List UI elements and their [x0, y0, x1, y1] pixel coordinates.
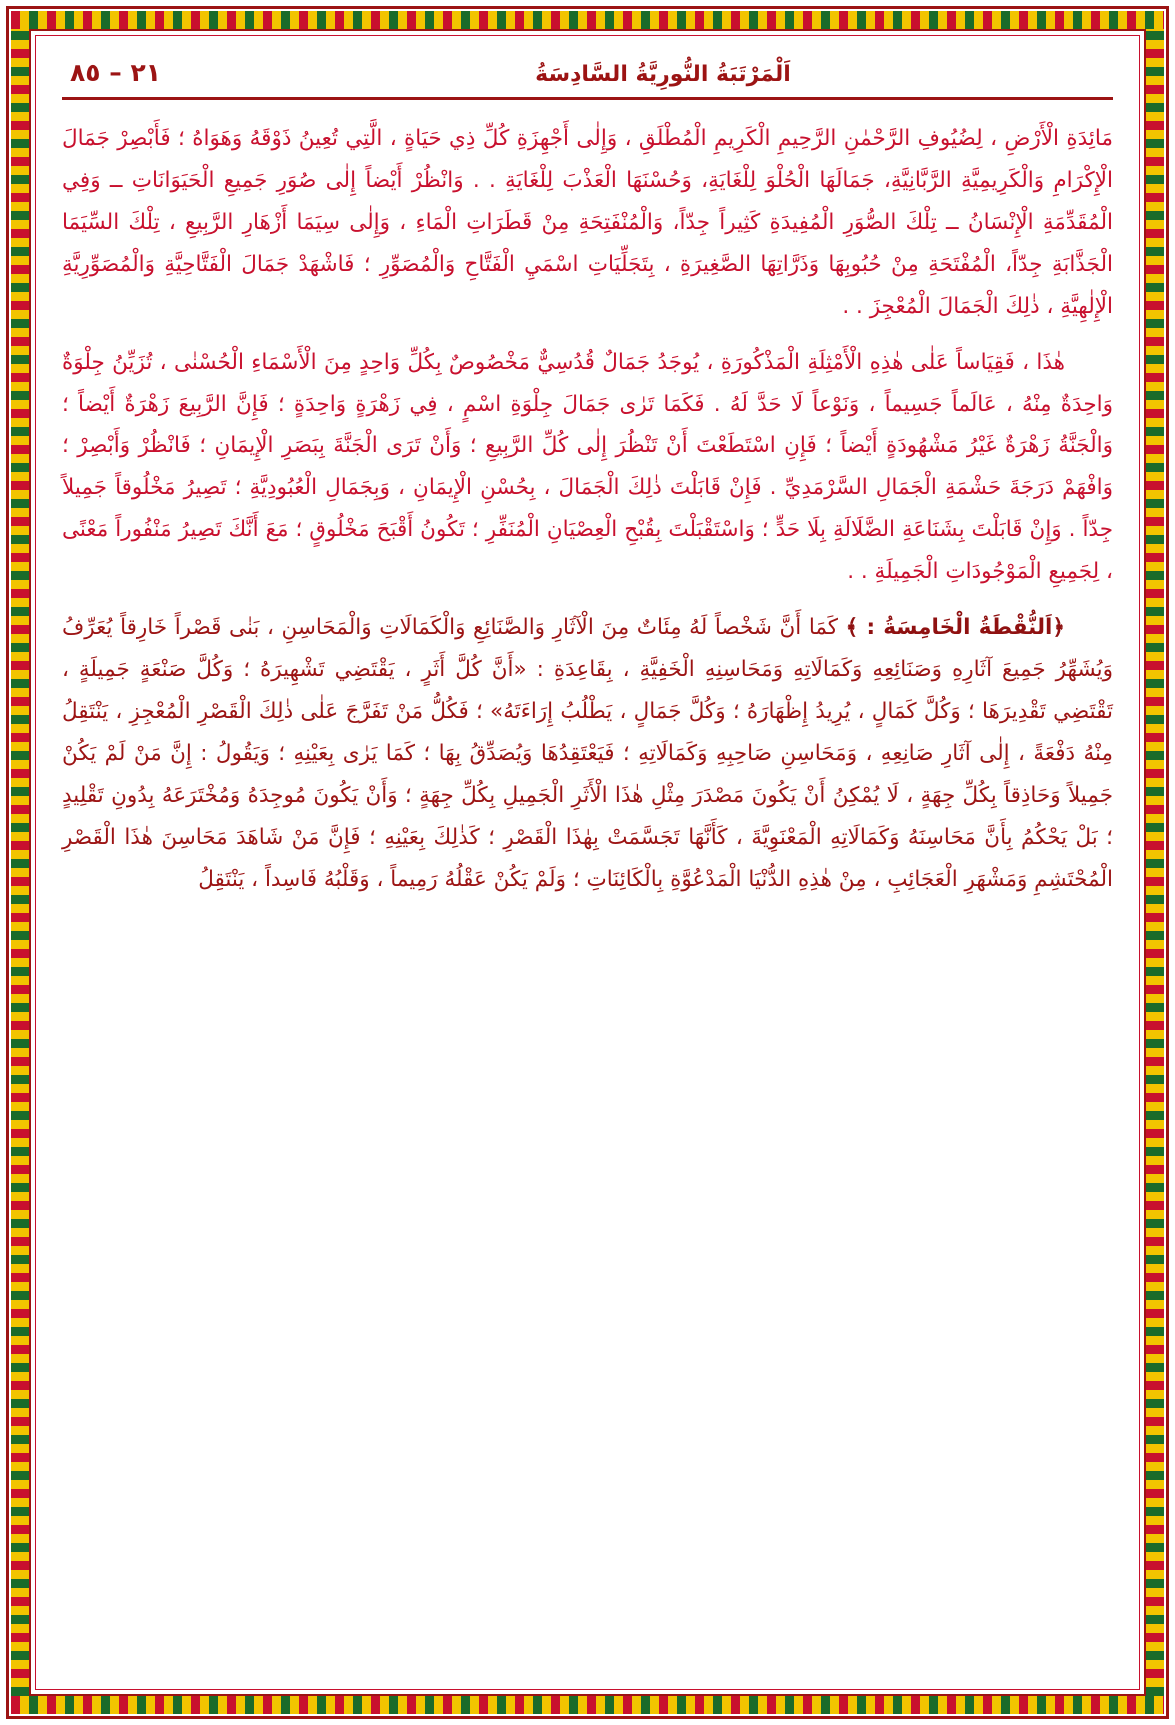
page-content — [62, 58, 1113, 1677]
header-divider — [62, 97, 1113, 100]
paragraph-3-text: كَمَا أَنَّ شَخْصاً لَهُ مِئَاتٌ مِنَ الْآثَارِ وَالصَّنَائِعِ وَالْكَمَالَاتِ وَالْمَحَاسِنِ ، بَنٰى قَصْراً خَارِقاً يُعَرِّفُ وَيُشَهِّرُ جَمِيعَ آثَارِهِ وَصَنَائِعِهِ وَكَمَالَاتِهِ وَمَحَاسِنِهِ الْخَفِيَّةِ ، بِقَاعِدَةِ : «أَنَّ كُلَّ أَثَرٍ ، يَقْتَضِي تَشْهِيرَهُ ؛ وَكُلَّ صَنْعَةٍ جَمِيلَةٍ ، تَقْتَضِي تَقْدِيرَهَا ؛ وَكُلَّ كَمَالٍ ، يُرِيدُ إِظْهَارَهُ ؛ وَكُلَّ جَمَالٍ ، يَطْلُبُ إِرَاءَتَهُ» ؛ فَكُلُّ مَنْ تَفَرَّجَ عَلٰى ذٰلِكَ الْقَصْرِ الْمُعْجِزِ ، يَنْتَقِلُ مِنْهُ دَفْعَةً ، إِلٰى آثَارِ صَانِعِهِ ، وَمَحَاسِنِ صَاحِبِهِ وَكَمَالَاتِهِ ؛ فَيَعْتَقِدُهَا وَيُصَدِّقُ بِهَا ؛ كَمَا يَرٰى بِعَيْنِهِ ؛ وَيَقُولُ : إِنَّ مَنْ لَمْ يَكُنْ جَمِيلاً وَحَاذِقاً بِكُلِّ جِهَةٍ ، لَا يُمْكِنُ أَنْ يَكُونَ مَصْدَرَ مِثْلِ هٰذَا الْأَثَرِ الْجَمِيلِ بِكُلِّ جِهَةٍ ؛ وَأَنْ يَكُونَ مُوجِدَهُ وَمُخْتَرَعَهُ بِدُونِ تَقْلِيدٍ ؛ بَلْ يَحْكُمُ بِأَنَّ مَحَاسِنَهُ وَكَمَالَاتِهِ الْمَعْنَوِيَّةَ ، كَأَنَّهَا تَجَسَّمَتْ بِهٰذَا الْقَصْرِ ؛ كَذٰلِكَ بِعَيْنِهِ ؛ فَإِنَّ مَنْ شَاهَدَ مَحَاسِنَ هٰذَا الْقَصْرِ الْمُحْتَشِمِ وَمَشْهَرِ الْعَجَائِبِ ، مِنْ هٰذِهِ الدُّنْيَا الْمَدْعُوَّةِ بِالْكَائِنَاتِ ؛ وَلَمْ يَكُنْ عَقْلُهُ رَمِيماً ، وَقَلْبُهُ فَاسِداً ، يَنْتَقِلُ — [62, 615, 1113, 892]
paragraph-2: هٰذَا ، فَقِيَاساً عَلٰى هٰذِهِ الْأَمْثِلَةِ الْمَذْكُورَةِ ، يُوجَدُ جَمَالٌ قُدُسِيٌّ مَخْصُوصٌ بِكُلِّ وَاحِدٍ مِنَ الْأَسْمَاءِ الْحُسْنٰى ، تُزَيِّنُ جِلْوَةٌ وَاحِدَةٌ مِنْهُ ، عَالَماً جَسِيماً ، وَنَوْعاً لَا حَدَّ لَهُ . فَكَمَا تَرٰى جَمَالَ جِلْوَةِ اسْمٍ ، فِي زَهْرَةٍ وَاحِدَةٍ ؛ فَإِنَّ الرَّبِيعَ زَهْرَةٌ أَيْضاً ؛ وَالْجَنَّةُ زَهْرَةٌ غَيْرُ مَشْهُودَةٍ أَيْضاً ؛ فَإِنِ اسْتَطَعْتَ أَنْ تَنْظُرَ إِلٰى كُلِّ الرَّبِيعِ ؛ وَأَنْ تَرَى الْجَنَّةَ بِبَصَرِ الْإِيمَانِ ؛ فَانْظُرْ وَأَبْصِرْ ؛ وَافْهَمْ دَرَجَةَ حَشْمَةِ الْجَمَالِ السَّرْمَدِيِّ . فَإِنْ قَابَلْتَ ذٰلِكَ الْجَمَالَ ، بِحُسْنِ الْإِيمَانِ ، وَبِجَمَالِ الْعُبُودِيَّةِ ؛ تَصِيرُ مَخْلُوقاً جَمِيلاً جِدّاً . وَإِنْ قَابَلْتَ بِشَنَاعَةِ الضَّلَالَةِ بِلَا حَدٍّ ؛ وَاسْتَقْبَلْتَ بِقُبْحِ الْعِصْيَانِ الْمُنَفِّرِ ؛ تَكُونُ أَقْبَحَ مَخْلُوقٍ ؛ مَعَ أَنَّكَ تَصِيرُ مَنْفُوراً مَعْنًى ، لِجَمِيعِ الْمَوْجُودَاتِ الْجَمِيلَةِ . . — [62, 349, 1113, 585]
paragraph-3 — [62, 607, 1113, 900]
page-title: اَلْمَرْتَبَةُ النُّورِيَّةُ السَّادِسَةُ — [535, 62, 791, 87]
page-number: ٢١ – ٨٥ — [70, 58, 161, 87]
section-heading-fifth-point: ﴿اَلنُّقْطَةُ الْخَامِسَةُ : ﴾ — [845, 615, 1065, 641]
page-header — [62, 58, 1113, 97]
body-text — [62, 118, 1113, 901]
paragraph-1: مَائِدَةِ الْأَرْضِ ، لِضُيُوفِ الرَّحْمٰنِ الرَّحِيمِ الْكَرِيمِ الْمُطْلَقِ ، وَإِلٰى أَجْهِزَةِ كُلِّ ذِي حَيَاةٍ ، الَّتِي تُعِينُ ذَوْقَهُ وَهَوَاهُ ؛ فَأَبْصِرْ جَمَالَ الْإِكْرَامِ وَالْكَرِيمِيَّةِ الرَّبَّانِيَّةِ، جَمَالَهَا الْحُلْوَ لِلْغَايَةِ، وَحُسْنَهَا الْعَذْبَ لِلْغَايَةِ . . وَانْظُرْ أَيْضاً إِلٰى صُوَرِ جَمِيعِ الْحَيَوَانَاتِ ــ وَفِي الْمُقَدِّمَةِ الْإِنْسَانُ ــ تِلْكَ الصُّوَرِ الْمُفِيدَةِ كَثِيراً جِدّاً، وَالْمُنْفَتِحَةِ مِنْ قَطَرَاتِ الْمَاءِ ، وَإِلٰى سِيَمَا أَزْهَارِ الرَّبِيعِ ، تِلْكَ السِّيَمَا الْجَذَّابَةِ جِدّاً، الْمُفْتَحَةِ مِنْ حُبُوبِهَا وَذَرَّاتِهَا الصَّغِيرَةِ ، بِتَجَلِّيَاتِ اسْمَيِ الْفَتَّاحِ وَالْمُصَوِّرِ ؛ فَاشْهَدْ جَمَالَ الْفَتَّاحِيَّةِ وَالْمُصَوِّرِيَّةِ الْإِلٰهِيَّةِ ، ذٰلِكَ الْجَمَالَ الْمُعْجِزَ . . — [62, 126, 1113, 319]
